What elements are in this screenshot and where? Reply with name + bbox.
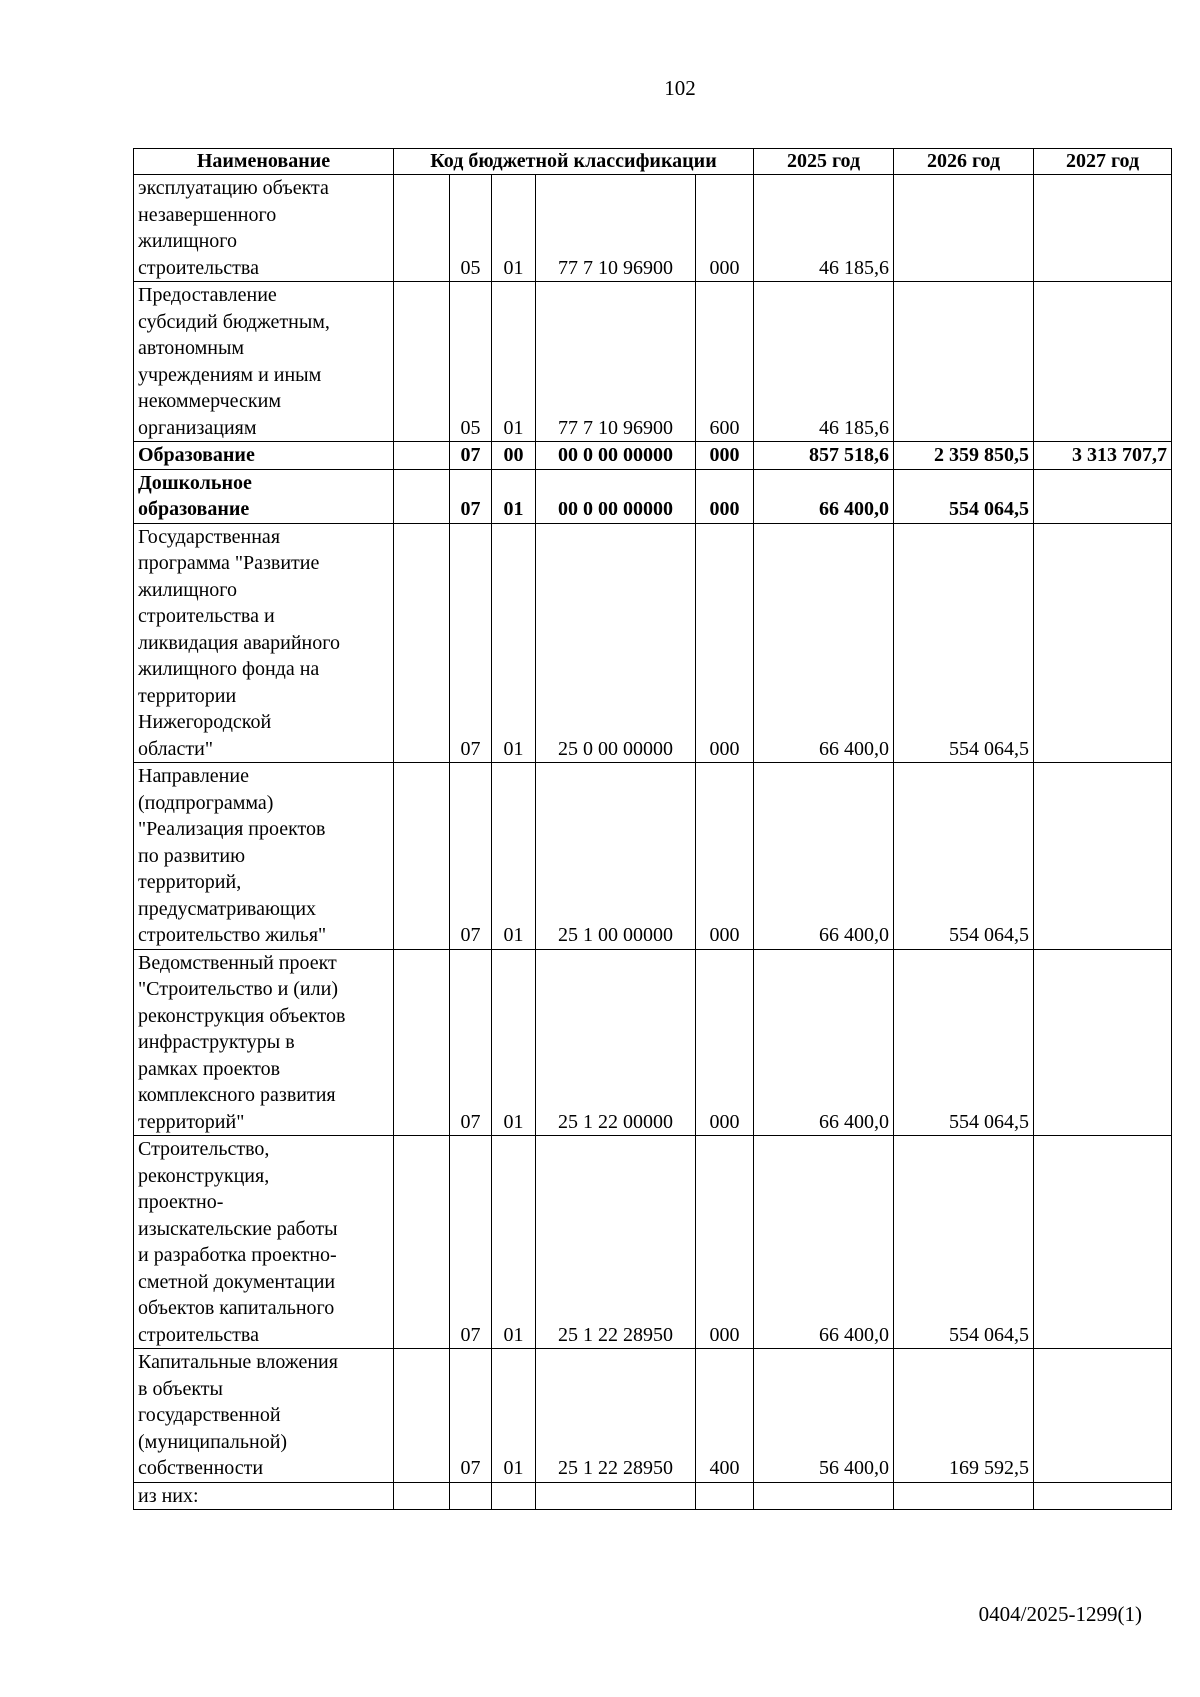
- row-name-line: реконструкция,: [138, 1164, 270, 1187]
- table-row: [134, 175, 1172, 282]
- cell-sub: 01: [492, 1136, 536, 1349]
- row-name-line: "Строительство и (или): [138, 978, 338, 1000]
- row-name-line: государственной: [138, 1404, 281, 1426]
- row-name-line: Государственная: [138, 525, 281, 548]
- table-body: [134, 175, 1172, 1510]
- header-name: Наименование: [134, 149, 394, 175]
- cell-y2027: [1034, 1482, 1172, 1510]
- row-name-line: в объекты: [138, 1377, 223, 1400]
- table-row: [134, 282, 1172, 442]
- cell-sec: 07: [450, 469, 492, 523]
- cell-sec: 07: [450, 763, 492, 950]
- row-name-line: собственности: [138, 1457, 264, 1479]
- row-name: [134, 282, 394, 442]
- cell-y2027: [1034, 1136, 1172, 1349]
- cell-y2026: 554 064,5: [894, 763, 1034, 950]
- row-name-line: Капитальные вложения: [138, 1351, 338, 1373]
- page-number: 102: [664, 76, 696, 100]
- row-name-line: территорий": [138, 1110, 245, 1133]
- row-name-line: программа "Развитие: [138, 552, 320, 574]
- row-name-line: ликвидация аварийного: [138, 631, 340, 654]
- cell-y2026: [894, 175, 1034, 282]
- cell-sec: 07: [450, 1349, 492, 1483]
- cell-y2026: 554 064,5: [894, 469, 1034, 523]
- cell-y2027: [1034, 175, 1172, 282]
- cell-y2025: 56 400,0: [754, 1349, 894, 1483]
- cell-sub: [492, 1482, 536, 1510]
- cell-y2025: 66 400,0: [754, 469, 894, 523]
- cell-y2026: 554 064,5: [894, 523, 1034, 763]
- row-name-line: области": [138, 737, 214, 760]
- cell-empty: [394, 523, 450, 763]
- row-name: [134, 1349, 394, 1483]
- row-name-line: Образование: [138, 444, 255, 466]
- row-name-line: территорий,: [138, 871, 242, 893]
- cell-y2027: [1034, 763, 1172, 950]
- row-name-line: комплексного развития: [138, 1084, 336, 1106]
- cell-empty: [394, 763, 450, 950]
- row-name: [134, 523, 394, 763]
- table-row: [134, 442, 1172, 470]
- cell-y2026: 2 359 850,5: [894, 442, 1034, 470]
- cell-y2025: 66 400,0: [754, 1136, 894, 1349]
- row-name: [134, 1136, 394, 1349]
- cell-sub: 01: [492, 523, 536, 763]
- row-name-line: жилищного: [138, 230, 238, 252]
- cell-sec: [450, 1482, 492, 1510]
- row-name-line: Предоставление: [138, 284, 277, 306]
- cell-y2025: 857 518,6: [754, 442, 894, 470]
- cell-y2025: 46 185,6: [754, 282, 894, 442]
- table-row: [134, 1482, 1172, 1510]
- row-name-line: организациям: [138, 416, 257, 439]
- cell-vr: 600: [696, 282, 754, 442]
- row-name-line: реконструкция объектов: [138, 1004, 346, 1027]
- row-name-line: изыскательские работы: [138, 1217, 338, 1240]
- cell-vr: 000: [696, 949, 754, 1136]
- cell-y2027: [1034, 469, 1172, 523]
- row-name-line: эксплуатацию объекта: [138, 177, 329, 199]
- row-name-line: предусматривающих: [138, 897, 317, 920]
- cell-csr: 00 0 00 00000: [536, 469, 696, 523]
- cell-csr: 00 0 00 00000: [536, 442, 696, 470]
- row-name-line: Дошкольное: [138, 471, 252, 494]
- row-name-line: учреждениям и иным: [138, 363, 322, 386]
- row-name-line: инфраструктуры в: [138, 1031, 295, 1053]
- row-name: [134, 763, 394, 950]
- cell-sec: 07: [450, 949, 492, 1136]
- table-row: [134, 1136, 1172, 1349]
- cell-y2027: 3 313 707,7: [1034, 442, 1172, 470]
- cell-empty: [394, 442, 450, 470]
- cell-sub: 01: [492, 763, 536, 950]
- row-name-line: по развитию: [138, 844, 246, 867]
- cell-csr: 77 7 10 96900: [536, 282, 696, 442]
- row-name-line: Ведомственный проект: [138, 951, 337, 974]
- cell-y2027: [1034, 949, 1172, 1136]
- row-name: [134, 1482, 394, 1510]
- cell-csr: 25 1 22 28950: [536, 1349, 696, 1483]
- row-name-line: сметной документации: [138, 1270, 336, 1293]
- cell-y2026: 554 064,5: [894, 1136, 1034, 1349]
- table-header-row: [134, 149, 1172, 175]
- row-name-line: Строительство,: [138, 1138, 270, 1160]
- cell-csr: 25 1 22 00000: [536, 949, 696, 1136]
- cell-sec: 05: [450, 175, 492, 282]
- cell-csr: [536, 1482, 696, 1510]
- cell-sub: 00: [492, 442, 536, 470]
- cell-csr: 77 7 10 96900: [536, 175, 696, 282]
- row-name-line: строительства: [138, 1323, 259, 1346]
- row-name-line: незавершенного: [138, 203, 277, 226]
- cell-empty: [394, 175, 450, 282]
- row-name-line: "Реализация проектов: [138, 818, 326, 840]
- cell-empty: [394, 469, 450, 523]
- cell-vr: [696, 1482, 754, 1510]
- table-row: [134, 949, 1172, 1136]
- table-row: [134, 469, 1172, 523]
- row-name-line: рамках проектов: [138, 1057, 281, 1080]
- table-row: [134, 523, 1172, 763]
- header-2027: 2027 год: [1034, 149, 1172, 175]
- cell-vr: 000: [696, 175, 754, 282]
- cell-csr: 25 1 00 00000: [536, 763, 696, 950]
- cell-y2027: [1034, 282, 1172, 442]
- row-name-line: жилищного: [138, 578, 238, 601]
- row-name-line: (муниципальной): [138, 1430, 288, 1453]
- row-name: [134, 949, 394, 1136]
- row-name-line: строительства: [138, 256, 259, 279]
- cell-y2027: [1034, 1349, 1172, 1483]
- cell-y2025: [754, 1482, 894, 1510]
- row-name-line: строительства и: [138, 605, 275, 627]
- budget-table: [133, 148, 1172, 1510]
- cell-sub: 01: [492, 469, 536, 523]
- row-name-line: субсидий бюджетным,: [138, 310, 330, 333]
- cell-vr: 000: [696, 469, 754, 523]
- row-name-line: строительство жилья": [138, 924, 327, 946]
- row-name: [134, 442, 394, 470]
- cell-vr: 400: [696, 1349, 754, 1483]
- cell-vr: 000: [696, 763, 754, 950]
- row-name: [134, 469, 394, 523]
- header-2025: 2025 год: [754, 149, 894, 175]
- cell-y2026: 554 064,5: [894, 949, 1034, 1136]
- cell-y2026: [894, 282, 1034, 442]
- cell-y2025: 66 400,0: [754, 949, 894, 1136]
- cell-empty: [394, 1136, 450, 1349]
- header-code: Код бюджетной классификации: [394, 149, 754, 175]
- cell-sub: 01: [492, 949, 536, 1136]
- cell-sec: 07: [450, 1136, 492, 1349]
- cell-sec: 05: [450, 282, 492, 442]
- row-name-line: территории: [138, 684, 237, 707]
- cell-empty: [394, 282, 450, 442]
- row-name-line: проектно-: [138, 1191, 224, 1213]
- row-name-line: из них:: [138, 1484, 199, 1507]
- row-name-line: некоммерческим: [138, 390, 281, 412]
- row-name-line: и разработка проектно-: [138, 1244, 337, 1266]
- cell-sec: 07: [450, 442, 492, 470]
- cell-vr: 000: [696, 1136, 754, 1349]
- cell-y2026: 169 592,5: [894, 1349, 1034, 1483]
- cell-y2025: 66 400,0: [754, 523, 894, 763]
- row-name-line: Направление: [138, 765, 249, 787]
- row-name-line: жилищного фонда на: [138, 658, 320, 680]
- cell-sec: 07: [450, 523, 492, 763]
- row-name-line: Нижегородской: [138, 711, 272, 733]
- row-name-line: образование: [138, 498, 250, 520]
- cell-vr: 000: [696, 442, 754, 470]
- cell-y2026: [894, 1482, 1034, 1510]
- header-2026: 2026 год: [894, 149, 1034, 175]
- cell-sub: 01: [492, 1349, 536, 1483]
- cell-y2025: 46 185,6: [754, 175, 894, 282]
- cell-empty: [394, 1482, 450, 1510]
- row-name: [134, 175, 394, 282]
- cell-csr: 25 1 22 28950: [536, 1136, 696, 1349]
- cell-csr: 25 0 00 00000: [536, 523, 696, 763]
- cell-empty: [394, 1349, 450, 1483]
- row-name-line: автономным: [138, 337, 245, 359]
- cell-sub: 01: [492, 282, 536, 442]
- row-name-line: объектов капитального: [138, 1297, 335, 1319]
- table-row: [134, 763, 1172, 950]
- document-id: 0404/2025-1299(1): [978, 1602, 1142, 1626]
- cell-sub: 01: [492, 175, 536, 282]
- row-name-line: (подпрограмма): [138, 791, 274, 814]
- cell-y2027: [1034, 523, 1172, 763]
- table-row: [134, 1349, 1172, 1483]
- cell-y2025: 66 400,0: [754, 763, 894, 950]
- cell-vr: 000: [696, 523, 754, 763]
- cell-empty: [394, 949, 450, 1136]
